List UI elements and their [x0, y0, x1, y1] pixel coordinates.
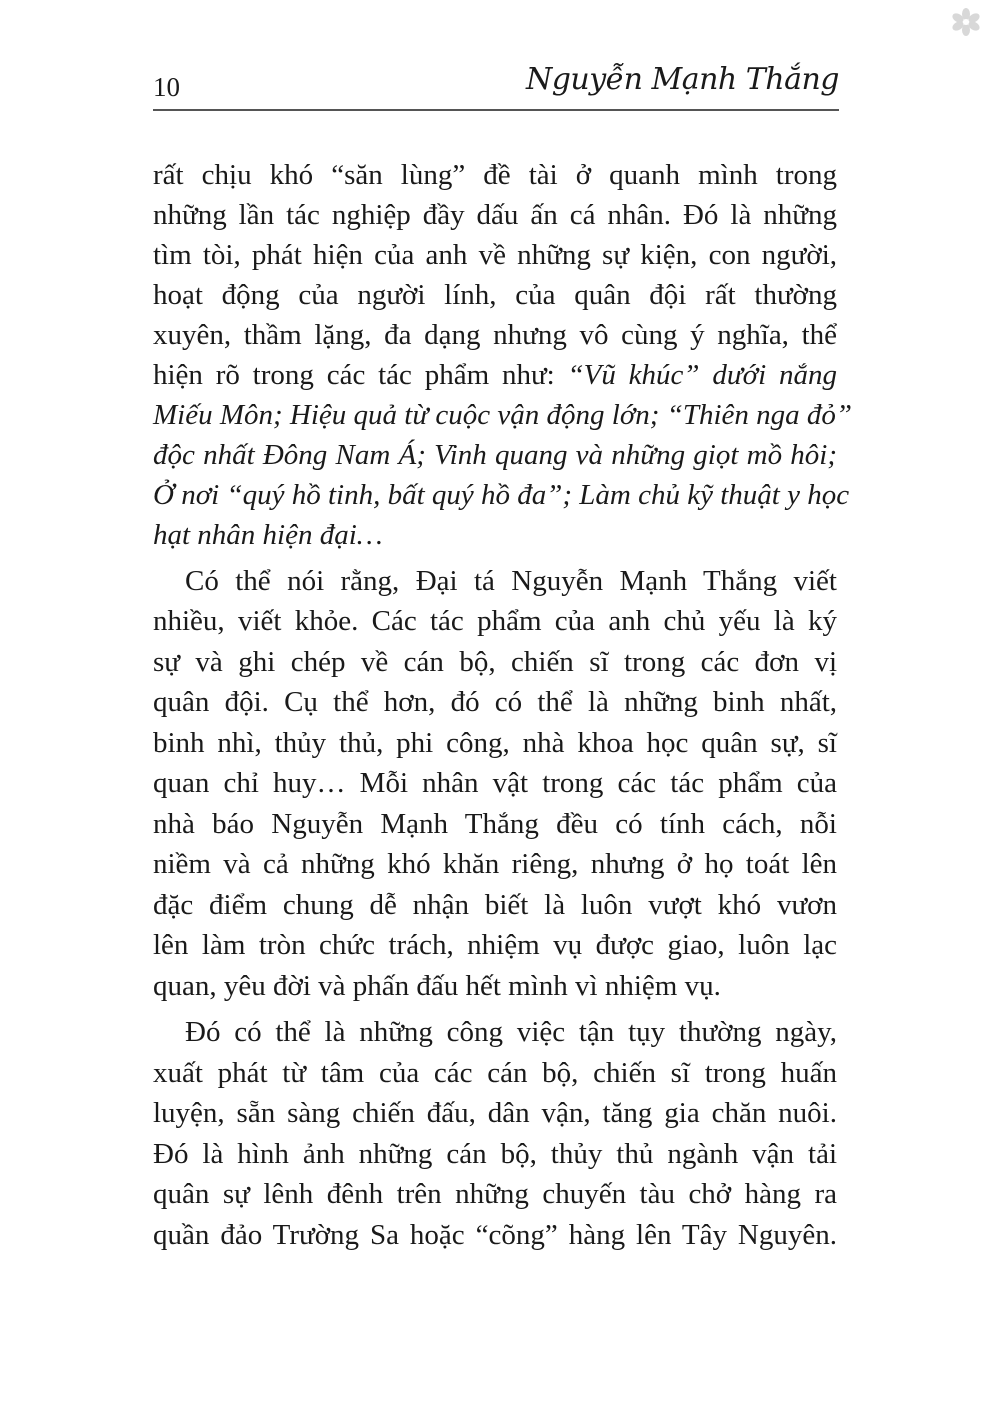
text-line: sự và ghi chép về cán bộ, chiến sĩ trong các đơn vị: [153, 646, 837, 678]
text-line: đặc điểm chung dễ nhận biết là luôn vượt khó vươn: [153, 889, 837, 921]
text-line: niềm và cả những khó khăn riêng, nhưng ở họ toát lên: [153, 848, 837, 880]
italic-text-line: Miếu Môn; Hiệu quả từ cuộc vận động lớn; “Thiên nga đỏ”: [153, 399, 853, 431]
italic-text-line: độc nhất Đông Nam Á; Vinh quang và những giọt mồ hôi;: [153, 439, 837, 471]
running-title: Nguyễn Mạnh Thắng: [525, 62, 839, 97]
text-line: nhiều, viết khỏe. Các tác phẩm của anh chủ yếu là ký: [153, 605, 837, 637]
text-line: Có thể nói rằng, Đại tá Nguyễn Mạnh Thắng viết: [185, 565, 837, 597]
flower-ornament-icon: [952, 8, 980, 36]
text-line: quan, yêu đời và phấn đấu hết mình vì nhiệm vụ.: [153, 970, 721, 1002]
text-line: rất chịu khó “săn lùng” đề tài ở quanh mình trong: [153, 159, 837, 191]
text-line: tìm tòi, phát hiện của anh về những sự kiện, con người,: [153, 239, 837, 271]
text-line: lên làm tròn chức trách, nhiệm vụ được giao, luôn lạc: [153, 929, 837, 961]
page-header: [153, 62, 839, 108]
page-number: 10: [153, 72, 180, 102]
italic-text-line: hạt nhân hiện đại…: [153, 519, 383, 551]
text-line: luyện, sẵn sàng chiến đấu, dân vận, tăng gia chăn nuôi.: [153, 1097, 837, 1129]
text-line: quân sự lênh đênh trên những chuyến tàu chở hàng ra: [153, 1178, 837, 1210]
italic-text-line: Ở nơi “quý hồ tinh, bất quý hồ đa”; Làm chủ kỹ thuật y học: [153, 479, 850, 511]
text-line: [153, 355, 837, 395]
text-line: Đó là hình ảnh những cán bộ, thủy thủ ngành vận tải: [153, 1138, 837, 1170]
text-line: Đó có thể là những công việc tận tụy thường ngày,: [185, 1016, 837, 1048]
text-line: xuyên, thầm lặng, đa dạng nhưng vô cùng ý nghĩa, thể: [153, 319, 837, 351]
text-run: hiện rõ trong các tác phẩm như:: [153, 359, 568, 391]
text-line: quân đội. Cụ thể hơn, đó có thể là những binh nhất,: [153, 686, 837, 718]
text-line: xuất phát từ tâm của các cán bộ, chiến sĩ trong huấn: [153, 1057, 837, 1089]
text-line: quần đảo Trường Sa hoặc “cõng” hàng lên Tây Nguyên.: [153, 1219, 837, 1251]
text-line: những lần tác nghiệp đầy dấu ấn cá nhân. Đó là những: [153, 199, 837, 231]
italic-title-run: “Vũ khúc” dưới nắng: [567, 359, 837, 391]
text-line: hoạt động của người lính, của quân đội rất thường: [153, 279, 837, 311]
text-line: quan chỉ huy… Mỗi nhân vật trong các tác phẩm của: [153, 767, 837, 799]
text-line: binh nhì, thủy thủ, phi công, nhà khoa học quân sự, sĩ: [153, 727, 837, 759]
header-rule: [153, 109, 839, 111]
text-line: nhà báo Nguyễn Mạnh Thắng đều có tính cách, nỗi: [153, 808, 837, 840]
